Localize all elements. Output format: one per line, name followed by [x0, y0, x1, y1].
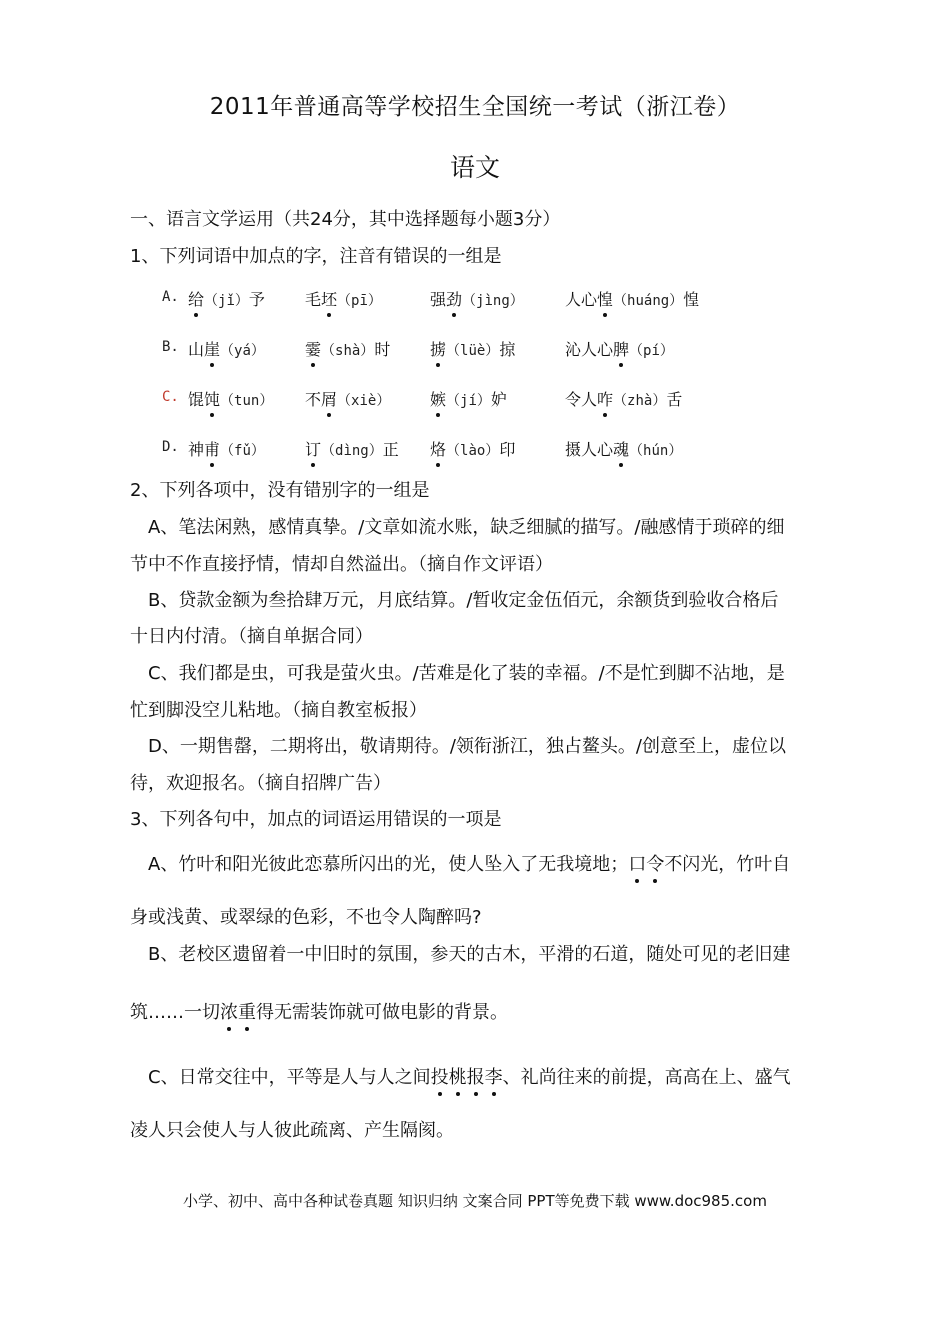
q1-term-py: （jǐ） — [204, 293, 249, 309]
q1-term-py: （tun） — [220, 393, 274, 409]
question-2-option-a-line2: 节中不作直接抒情，情却自然溢出。（摘自作文评语） — [130, 554, 553, 575]
q1-option-term — [188, 337, 265, 360]
question-2-option-d-line2: 待，欢迎报名。（摘自招牌广告） — [130, 773, 391, 794]
q1-term-post: 妒 — [490, 390, 507, 409]
q1-option-term — [305, 437, 399, 460]
q1-term-dot: 坯 — [321, 287, 337, 310]
question-2-option-a-line1: A、笔法闲熟，感情真挚。/文章如流水账，缺乏细腻的描写。/融感情于琐碎的细 — [148, 517, 785, 538]
question-3-option-c-line2: 凌人只会使人与人彼此疏离、产生隔阂。 — [130, 1120, 454, 1141]
q1-term-py: （pī） — [337, 293, 382, 309]
q3-b-text-after: 得无需装饰就可做电影的背景。 — [256, 1002, 508, 1023]
dotted-character: 桃 — [449, 1063, 467, 1089]
q1-term-py: （fǔ） — [220, 443, 265, 459]
question-2-option-b-line1: B、贷款金额为叁拾肆万元，月底结算。/暂收定金伍佰元，余额货到验收合格后 — [148, 590, 779, 611]
question-3-option-a-line2: 身或浅黄、或翠绿的色彩，不也令人陶醉吗? — [130, 907, 482, 928]
q3-c-text-before: C、日常交往中，平等是人与人之间 — [148, 1067, 431, 1088]
q1-term-py: （dìng） — [321, 443, 383, 459]
q1-term-py: （yá） — [220, 343, 265, 359]
q3-a-dotted-word — [628, 854, 664, 875]
q1-term-dot: 脾 — [613, 337, 629, 360]
question-2-option-c-line2: 忙到脚没空儿粘地。（摘自教室板报） — [130, 700, 427, 721]
q1-term-pre: 神 — [188, 440, 205, 459]
q3-b-text-before: 筑……一切 — [130, 1002, 220, 1023]
dotted-character: 投 — [431, 1063, 449, 1089]
q1-option-term — [305, 287, 382, 310]
q1-term-dot: 咋 — [597, 387, 613, 410]
q1-option-term — [565, 337, 674, 360]
question-2-stem: 2、下列各项中，没有错别字的一组是 — [130, 480, 430, 501]
q1-term-dot: 屑 — [321, 387, 337, 410]
q1-term-pre: 摄人心 — [565, 440, 614, 459]
q1-option-term — [565, 437, 682, 460]
q1-term-post: 惶 — [683, 290, 700, 309]
footer-text: 小学、初中、高中各种试卷真题 知识归纳 文案合同 PPT等免费下载 www.doc985.com — [183, 1192, 767, 1210]
q1-option-term — [188, 387, 273, 410]
subject-title: 语文 — [449, 153, 500, 182]
q1-term-dot: 甫 — [204, 437, 220, 460]
q1-term-dot: 饨 — [204, 387, 220, 410]
question-2-option-b-line2: 十日内付清。（摘自单据合同） — [130, 626, 373, 647]
q1-term-py: （jí） — [446, 393, 491, 409]
question-3-option-c-line1 — [130, 1063, 848, 1089]
question-3-option-b-line1: B、老校区遗留着一中旧时的氛围，参天的古木，平滑的石道，随处可见的老旧建 — [148, 944, 791, 965]
q1-term-pre: 馄 — [188, 390, 205, 409]
question-2-option-c-line1: C、我们都是虫，可我是萤火虫。/苦难是化了装的幸福。/不是忙到脚不沾地，是 — [148, 663, 785, 684]
q1-option-term — [188, 437, 265, 460]
q1-term-pre: 毛 — [305, 290, 322, 309]
dotted-character: 报 — [467, 1063, 485, 1089]
q1-term-post: 掠 — [499, 340, 516, 359]
q1-option-term — [305, 337, 390, 360]
q3-c-dotted-word — [431, 1067, 503, 1088]
q1-option-term — [565, 387, 682, 410]
q1-term-dot: 给 — [188, 287, 204, 310]
section-heading: 一、语言文学运用（共24分，其中选择题每小题3分） — [130, 209, 561, 230]
q1-term-dot: 魂 — [613, 437, 629, 460]
q1-term-dot: 劲 — [446, 287, 462, 310]
q1-term-pre: 沁人心 — [565, 340, 614, 359]
q1-term-py: （shà） — [321, 343, 375, 359]
q1-term-dot: 订 — [305, 437, 321, 460]
q1-term-post: 时 — [374, 340, 391, 359]
q1-term-py: （jìng） — [462, 293, 524, 309]
q3-b-dotted-word — [220, 1002, 256, 1023]
dotted-character: 李 — [485, 1063, 503, 1089]
q1-option-label: D. — [162, 439, 179, 455]
question-3-option-a-line1 — [130, 850, 848, 876]
dotted-character: 令 — [646, 850, 664, 876]
dotted-character: 浓 — [220, 998, 238, 1024]
q1-option-term — [305, 387, 390, 410]
q3-a-text-after: 不闪光，竹叶自 — [664, 854, 791, 875]
question-1-stem: 1、下列词语中加点的字，注音有错误的一组是 — [130, 246, 502, 267]
q1-option-term — [565, 287, 699, 310]
q1-option-term — [430, 437, 515, 460]
q1-option-label: C. — [162, 389, 179, 405]
q1-term-py: （lào） — [446, 443, 500, 459]
q1-option-term — [430, 287, 524, 310]
page-title: 2011年普通高等学校招生全国统一考试（浙江卷） — [209, 94, 741, 120]
question-3-stem: 3、下列各句中，加点的词语运用错误的一项是 — [130, 809, 502, 830]
q1-term-py: （pí） — [629, 343, 674, 359]
q1-option-term — [430, 337, 515, 360]
q1-term-py: （hún） — [629, 443, 683, 459]
q1-term-dot: 惶 — [597, 287, 613, 310]
q1-term-dot: 烙 — [430, 437, 446, 460]
q1-term-py: （lüè） — [446, 343, 500, 359]
q3-a-text-before: A、竹叶和阳光彼此恋慕所闪出的光，使人坠入了无我境地； — [148, 854, 629, 875]
q1-term-post: 舌 — [666, 390, 683, 409]
q1-term-dot: 崖 — [204, 337, 220, 360]
q1-term-post: 予 — [248, 290, 265, 309]
q1-option-label: B. — [162, 339, 179, 355]
q1-option-term — [430, 387, 507, 410]
q1-term-post: 正 — [382, 440, 399, 459]
q1-term-pre: 山 — [188, 340, 205, 359]
q1-term-pre: 不 — [305, 390, 322, 409]
dotted-character: 口 — [628, 850, 646, 876]
question-2-option-d-line1: D、一期售罄，二期将出，敬请期待。/领衔浙江，独占鳌头。/创意至上，虚位以 — [148, 736, 786, 757]
q1-term-dot: 霎 — [305, 337, 321, 360]
q3-c-text-after: 、礼尚往来的前提，高高在上、盛气 — [502, 1067, 791, 1088]
dotted-character: 重 — [238, 998, 256, 1024]
q1-option-label: A. — [162, 289, 179, 305]
q1-term-post: 印 — [499, 440, 516, 459]
q1-term-py: （zhà） — [613, 393, 667, 409]
q1-term-py: （xiè） — [337, 393, 391, 409]
q1-term-pre: 令人 — [565, 390, 598, 409]
question-3-option-b-line2 — [130, 998, 830, 1024]
q1-term-dot: 嫉 — [430, 387, 446, 410]
q1-term-py: （huáng） — [613, 293, 684, 309]
q1-term-pre: 人心 — [565, 290, 598, 309]
q1-option-term — [188, 287, 265, 310]
q1-term-pre: 强 — [430, 290, 447, 309]
q1-term-dot: 掳 — [430, 337, 446, 360]
